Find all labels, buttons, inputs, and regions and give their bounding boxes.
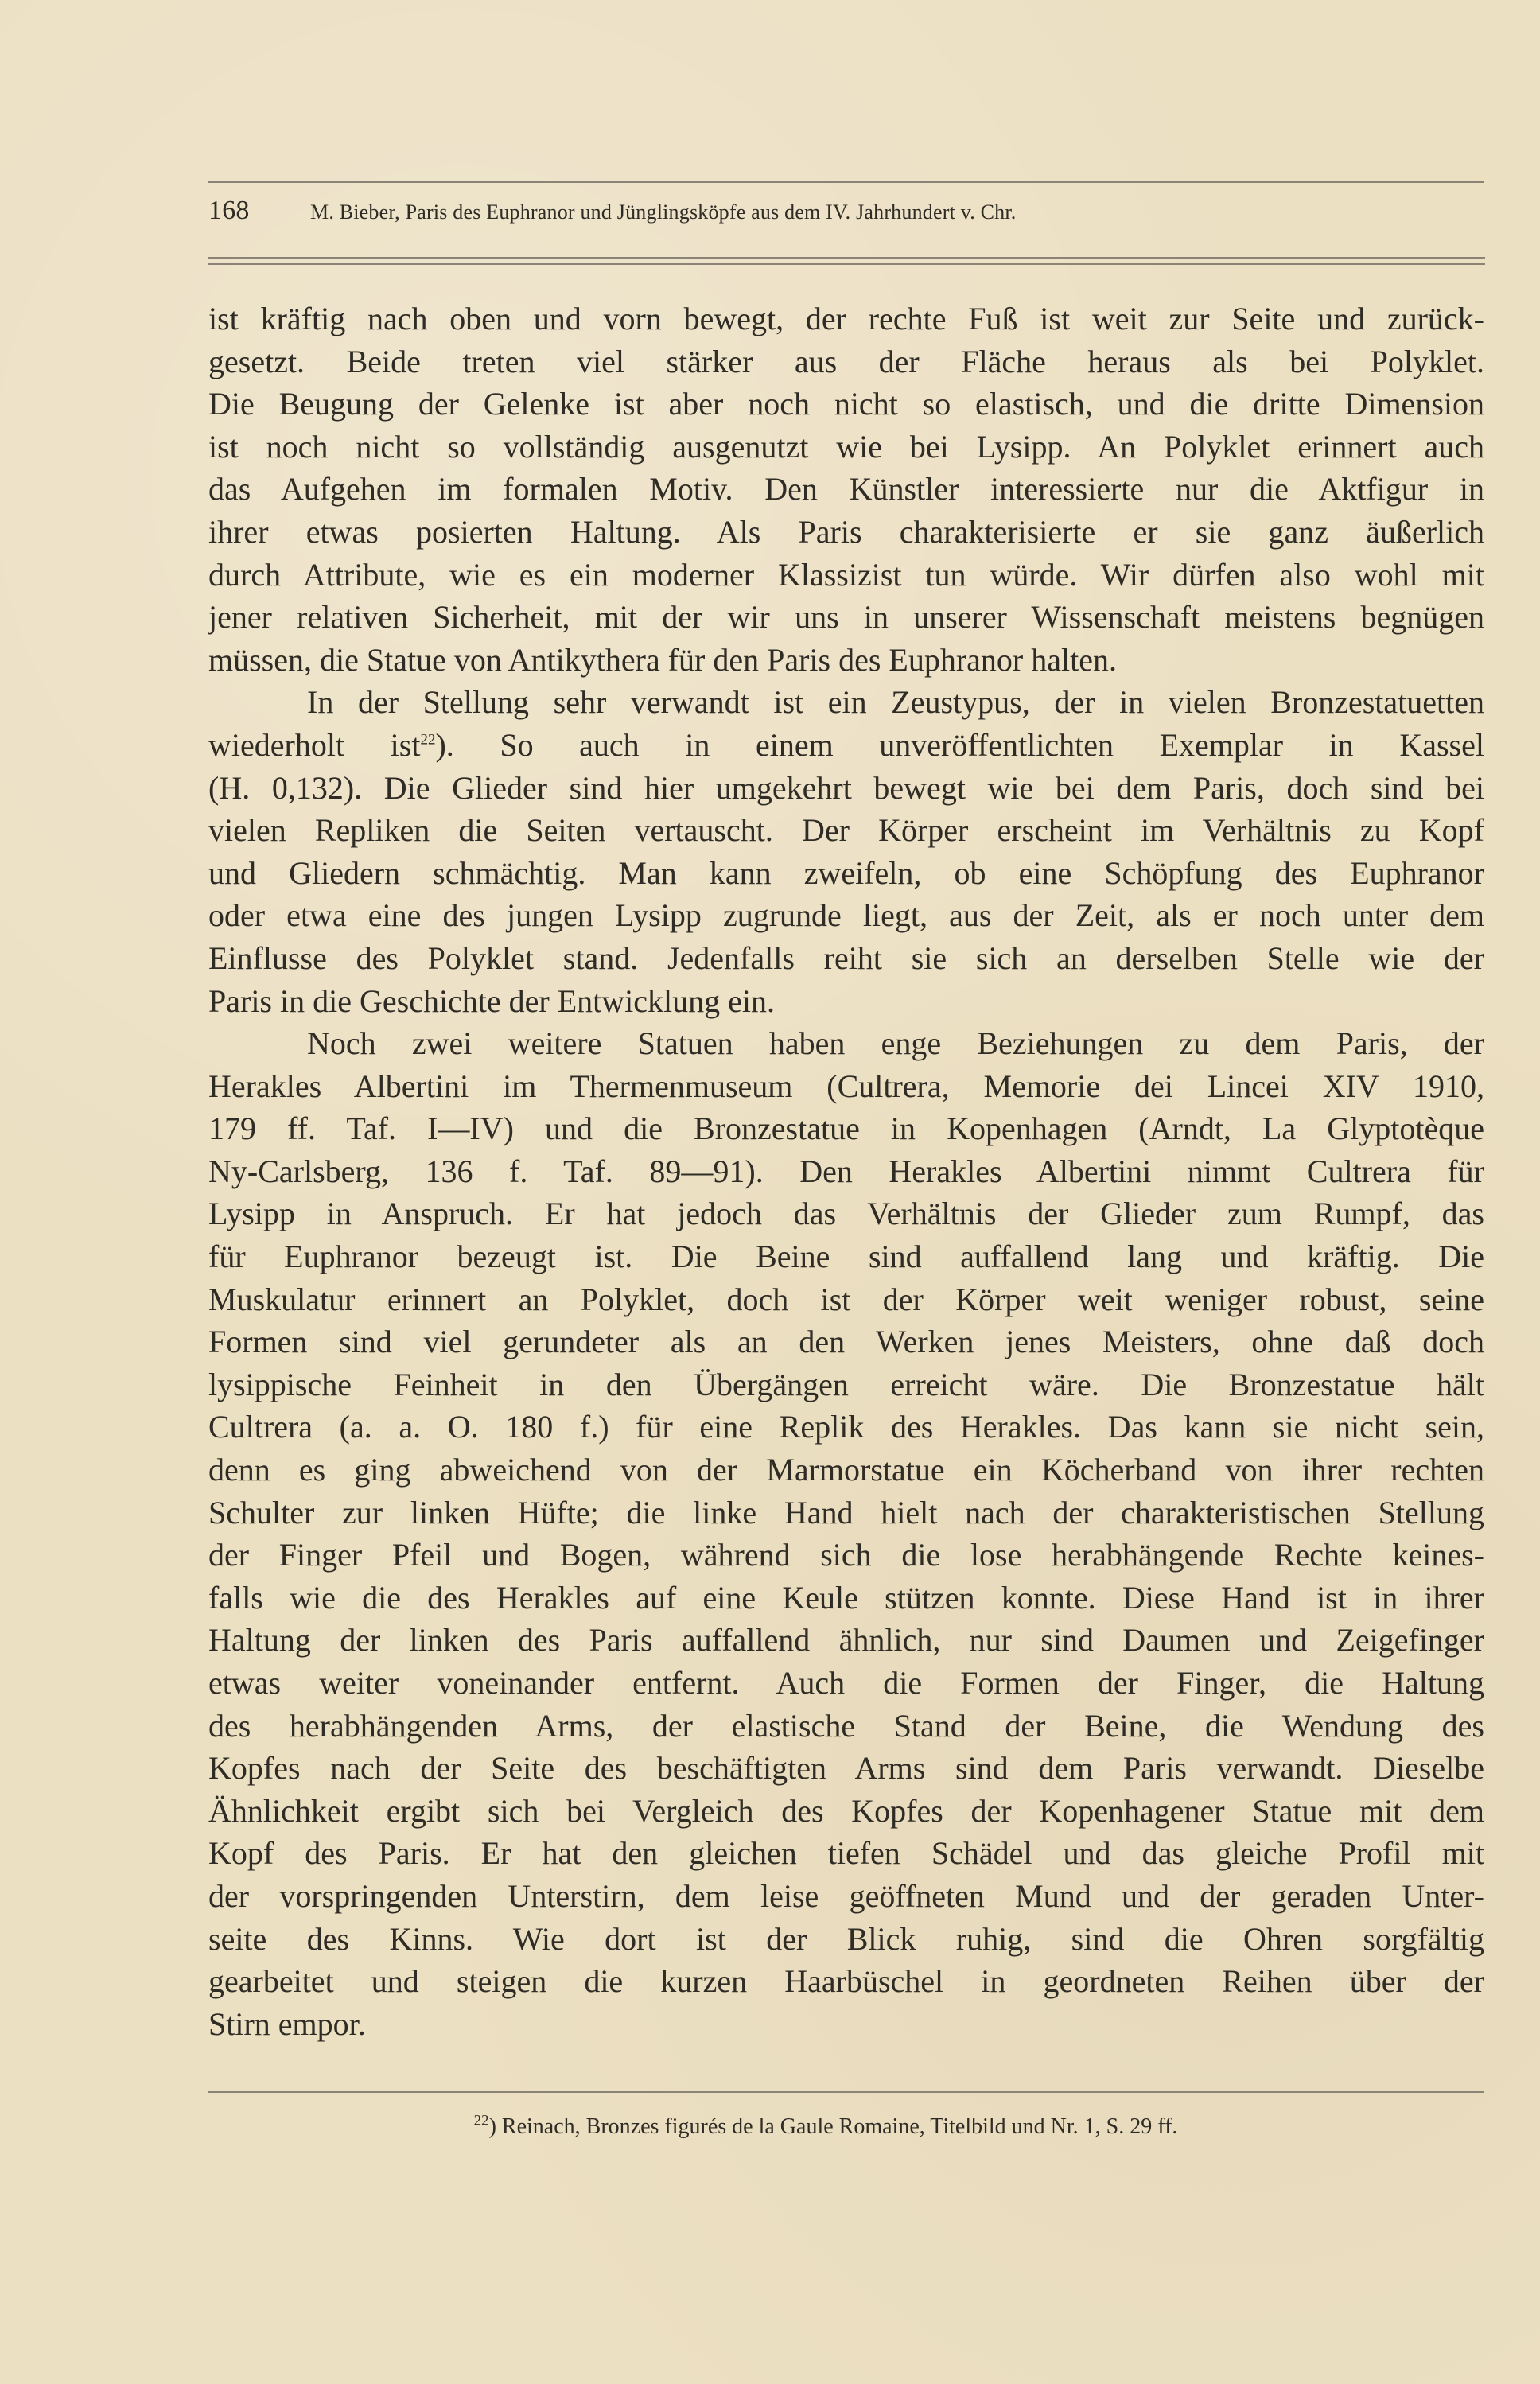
body-line: gearbeitet und steigen die kurzen Haarbüschel in geordneten Reihen über der (208, 1963, 1484, 2000)
body-line: des herabhängenden Arms, der elastische Stand der Beine, die Wendung des (208, 1707, 1484, 1744)
page-header (208, 196, 1484, 237)
body-line: ist kräftig nach oben und vorn bewegt, der rechte Fuß ist weit zur Seite und zurück- (208, 301, 1484, 336)
body-line: denn es ging abweichend von der Marmorstatue ein Köcherband von ihrer rechten (208, 1452, 1484, 1488)
header-bottom-rule (208, 257, 1485, 259)
body-line: Herakles Albertini im Thermenmuseum (Cultrera, Memorie dei Lincei XIV 1910, (208, 1068, 1484, 1104)
body-line: falls wie die des Herakles auf eine Keule stützen konnte. Diese Hand ist in ihrer (208, 1579, 1484, 1616)
body-line: etwas weiter voneinander entfernt. Auch die Formen der Finger, die Haltung (208, 1665, 1484, 1701)
body-line: Formen sind viel gerundeter als an den Werken jenes Meisters, ohne daß doch (208, 1324, 1484, 1360)
body-line: durch Attribute, wie es ein moderner Klassizist tun würde. Wir dürfen also wohl mit (208, 556, 1484, 593)
body-line: für Euphranor bezeugt ist. Die Beine sind auffallend lang und kräftig. Die (208, 1239, 1484, 1275)
body-line: Haltung der linken des Paris auffallend ähnlich, nur sind Daumen und Zeigefinger (208, 1622, 1484, 1659)
body-line: ist noch nicht so vollständig ausgenutzt wie bei Lysipp. An Polyklet erinnert auch (208, 428, 1484, 465)
body-line: gesetzt. Beide treten viel stärker aus der Fläche heraus als bei Polyklet. (208, 343, 1484, 379)
body-line: Kopfes nach der Seite des beschäftigten Arms sind dem Paris verwandt. Dieselbe (208, 1750, 1484, 1787)
body-line: seite des Kinns. Wie dort ist der Blick ruhig, sind die Ohren sorgfältig (208, 1920, 1484, 1957)
body-line: Paris in die Geschichte der Entwicklung ein. (208, 982, 776, 1019)
page-number: 168 (208, 196, 250, 225)
body-line: Muskulatur erinnert an Polyklet, doch ist der Körper weit weniger robust, seine (208, 1281, 1484, 1317)
body-line: lysippische Feinheit in den Übergängen erreicht wäre. Die Bronzestatue hält (208, 1366, 1484, 1402)
header-double-rule (208, 263, 1485, 265)
running-title: M. Bieber, Paris des Euphranor und Jünglingsköpfe aus dem IV. Jahrhundert v. Chr. (310, 200, 1017, 224)
body-line: Lysipp in Anspruch. Er hat jedoch das Verhältnis der Glieder zum Rumpf, das (208, 1196, 1484, 1232)
body-line: und Gliedern schmächtig. Man kann zweifeln, ob eine Schöpfung des Euphranor (208, 854, 1484, 891)
body-line: der vorspringenden Unterstirn, dem leise geöffneten Mund und der geraden Unter- (208, 1877, 1484, 1914)
body-line (208, 724, 1484, 767)
body-line: Ähnlichkeit ergibt sich bei Vergleich des Kopfes der Kopenhagener Statue mit dem (208, 1792, 1484, 1829)
body-line: Stirn empor. (208, 2005, 366, 2042)
body-line: Schulter zur linken Hüfte; die linke Hand hielt nach der charakteristischen Stellung (208, 1494, 1484, 1530)
body-line: Cultrera (a. a. O. 180 f.) für eine Replik des Herakles. Das kann sie nicht sein, (208, 1409, 1484, 1445)
body-line: (H. 0,132). Die Glieder sind hier umgekehrt bewegt wie bei dem Paris, doch sind bei (208, 769, 1484, 806)
header-top-rule (208, 181, 1484, 183)
body-line: In der Stellung sehr verwandt ist ein Zeustypus, der in vielen Bronzestatuetten (307, 684, 1484, 721)
body-line: vielen Repliken die Seiten vertauscht. Der Körper erscheint im Verhältnis zu Kopf (208, 812, 1484, 849)
body-line: Noch zwei weitere Statuen haben enge Beziehungen zu dem Paris, der (307, 1025, 1484, 1062)
body-line: 179 ff. Taf. I—IV) und die Bronzestatue in Kopenhagen (Arndt, La Glyptotèque (208, 1110, 1484, 1147)
body-line: Ny-Carlsberg, 136 f. Taf. 89—91). Den Herakles Albertini nimmt Cultrera für (208, 1153, 1484, 1189)
body-line: Kopf des Paris. Er hat den gleichen tiefen Schädel und das gleiche Profil mit (208, 1835, 1484, 1872)
body-line: oder etwa eine des jungen Lysipp zugrunde liegt, aus der Zeit, als er noch unter dem (208, 897, 1484, 934)
body-line-text: ). So auch in einem unveröffentlichten Exemplar in Kassel (435, 726, 1484, 763)
footnote-reference: 22 (420, 731, 436, 749)
body-line: Einflusse des Polyklet stand. Jedenfalls reiht sie sich an derselben Stelle wie der (208, 939, 1484, 976)
footnote-text: ) Reinach, Bronzes figurés de la Gaule Romaine, Titelbild und Nr. 1, S. 29 ff. (488, 2114, 1178, 2139)
body-line: ihrer etwas posierten Haltung. Als Paris charakterisierte er sie ganz äußerlich (208, 513, 1484, 550)
footnote-rule (208, 2091, 1484, 2093)
body-line: müssen, die Statue von Antikythera für den Paris des Euphranor halten. (208, 641, 1117, 678)
body-line: der Finger Pfeil und Bogen, während sich die lose herabhängende Rechte keines- (208, 1537, 1484, 1573)
footnote-marker: 22 (473, 2112, 489, 2129)
body-line-text: wiederholt ist (208, 726, 421, 763)
body-line: das Aufgehen im formalen Motiv. Den Künstler interessierte nur die Aktfigur in (208, 471, 1484, 508)
footnote (0, 2114, 1540, 2140)
body-line: Die Beugung der Gelenke ist aber noch nicht so elastisch, und die dritte Dimension (208, 386, 1484, 422)
body-text (208, 298, 1484, 2045)
body-line: jener relativen Sicherheit, mit der wir uns in unserer Wissenschaft meistens begnügen (208, 599, 1484, 636)
